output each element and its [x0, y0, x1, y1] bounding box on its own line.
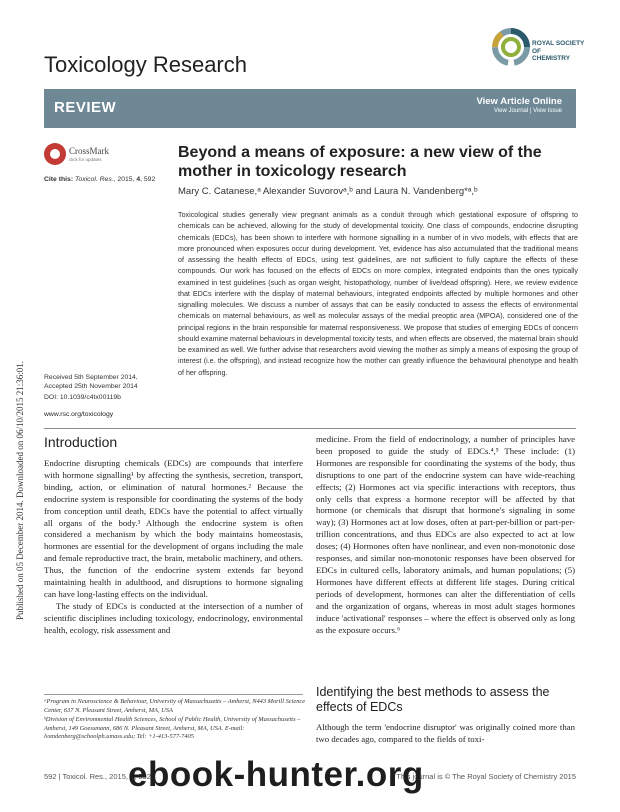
footnote-rule [44, 694, 303, 695]
citation: Cite this: Toxicol. Res., 2015, 4, 592 [44, 176, 156, 183]
page-footer-left: 592 | Toxicol. Res., 2015, 4, 592– [44, 772, 156, 781]
intro-paragraph-2: The study of EDCs is conducted at the intersection of a number of scientific disciplines including toxicology, endocrinology, environmental health, ecology, risk assessment and [44, 600, 303, 635]
abstract-divider [44, 428, 576, 429]
journal-url[interactable]: www.rsc.org/toxicology [44, 411, 114, 418]
page-footer-right: This journal is © The Royal Society of Chemistry 2015 [396, 772, 576, 781]
publication-stamp-text: Published on 05 December 2014. Downloaded on 06/10/2015 21:36:01. [15, 361, 25, 620]
cite-label: Cite this: [44, 176, 74, 183]
crossmark-badge[interactable] [44, 143, 124, 169]
watermark: ebook-hunter.org [128, 755, 424, 794]
methods-paragraph-1: Although the term 'endocrine disruptor' was originally coined more than two decades ago, compared to the fields of toxi- [316, 722, 575, 744]
body-column-left [44, 458, 303, 637]
accepted-date: Accepted 25th November 2014 [44, 383, 138, 390]
affiliation-footnotes [44, 698, 306, 743]
section-banner [44, 89, 576, 128]
body-column-right [316, 434, 575, 636]
footnote-a: ᵃProgram in Neuroscience & Behaviour, University of Massachusetts – Amherst, N443 Morill Science Center, 637 N. Pleasant Street, Amherst, MA, USA [44, 698, 306, 714]
intro-paragraph-1: Endocrine disrupting chemicals (EDCs) are compounds that interfere with hormone signalling¹ by affecting the synthesis, secretion, transport, binding, action, or elimination of natural hormones.² Because the endocrine system is responsible for coordinating the systems of the body from conception until death, EDCs have the potential to affect virtually all organs of the body.³ Although the endocrine system is often considered a mechanism by which the body maintains homeostasis, hormones are essential for the development of organs including the male and female reproductive tract, the brain, metabolic machinery, and others. Thus, the function of the endocrine system extends far beyond maintaining health in adulthood, and disruptions to hormone signaling can have long-lasting effects on the individual. [44, 458, 303, 599]
crossmark-word: CrossMark [69, 146, 109, 156]
article-dates [44, 373, 138, 402]
introduction-heading: Introduction [44, 434, 118, 450]
rsc-emblem-icon [492, 28, 530, 66]
rsc-logo [492, 22, 602, 78]
view-article-online-link[interactable]: View Article Online [476, 96, 562, 107]
publication-stamp [3, 200, 25, 620]
rsc-logo-text: ROYAL SOCIETY OF CHEMISTRY [532, 40, 585, 62]
intro-paragraph-3: medicine. From the field of endocrinology, a number of principles have been proposed to guide the study of EDCs.⁴,⁵ These include: (1) Hormones are responsible for coordinating the systems of the body, thus disruptions to one part of the endocrine system can have wide-reaching effects; (2) Hormones act via specific interactions with receptors, thus only cells that express a hormone receptor will be affected by that hormone (or chemicals that disrupt that hormone's signaling in some way); (3) Hormones act at low doses, often at part-per-billion or part-per-trillion concentrations, and thus EDCs are also expected to act at low doses; (4) Hormones often have nonlinear, and even non-monotonic dose responses, and similar non-monotonic responses have been observed for EDCs in cultured cells, laboratory animals, and human populations; (5) Hormones have different effects at different life stages. During critical periods of development, hormones can alter the differentiation of cells and the organization of organs, whereas in most adult stages hormones induce 'activational' responses – where the effect is observed only as long as the exposure occurs.⁶ [316, 434, 575, 635]
body-column-right-lower [316, 722, 575, 746]
article-title: Beyond a means of exposure: a new view of the mother in toxicology research [178, 144, 542, 180]
cite-volume: 4 [136, 176, 141, 183]
abstract: Toxicological studies generally view pregnant animals as a conduit through which gestational exposure of offspring to chemicals can be achieved, allowing for the study of developmental toxicity. One class of compounds, endocrine disrupting chemicals (EDCs), has been shown to interfere with hormone signalling in a number of in vivo models, with effects that are more pronounced when exposures occur during development. Yet, evidence has also accumulated that the traditional means of assessing the health effects of EDCs, using test guidelines, are not sufficient to fully capture the effects of these compounds. Our work has focused on the effects of EDCs on more complex, integrated endpoints than the ones typically examined in test guidelines (such as organ weight, histopathology, number of live/dead offspring). Here, we review evidence that EDCs interfere with the display of maternal behaviours, integrated endpoints affected by multiple hormones and other signalling molecules. We discuss a number of assays that can be easily conducted to assess the effects of environmental chemicals on maternal behaviours, as well as molecular assays of the medial preoptic area (MPOA), considered one of the principal regions in the brain responsible for maternal responsiveness. We propose that studies of emerging EDCs of concern should examine maternal behaviours in developmental toxicity tests, and when effects are observed, the maternal brain should be examined as well. We further advise that researchers avoid viewing the mother as simply a means of exposing the group of interest (i.e. the offspring), and instead recognize how the mother can greatly influence the behavioural phenotype and health of her offspring. [178, 211, 578, 377]
doi: DOI: 10.1039/c4tx00119b [44, 394, 121, 401]
footnote-b: ᵇDivision of Environmental Health Sciences, School of Public Health, University of Massachusetts – Amherst, 149 Goessmann, 686 N. Pleasant Street, Amherst, MA, USA. E-mail: lvandenberg@schoolph.umass.edu; Tel: +1-413-577-7405 [44, 716, 301, 741]
section-label: REVIEW [54, 99, 117, 116]
crossmark-icon [44, 143, 66, 165]
cite-ref: Toxicol. Res. [74, 176, 114, 183]
view-online-block [476, 96, 562, 114]
author-list: Mary C. Catanese,ᵃ Alexander Suvorovᵃ,ᵇ and Laura N. Vandenberg*ᵃ,ᵇ [178, 186, 478, 197]
received-date: Received 5th September 2014, [44, 374, 138, 381]
view-journal-issue-links[interactable]: View Journal | View Issue [493, 108, 562, 114]
section-heading-methods: Identifying the best methods to assess the effects of EDCs [316, 685, 550, 714]
journal-title: Toxicology Research [44, 52, 247, 77]
crossmark-sub: click for updates [69, 157, 102, 162]
